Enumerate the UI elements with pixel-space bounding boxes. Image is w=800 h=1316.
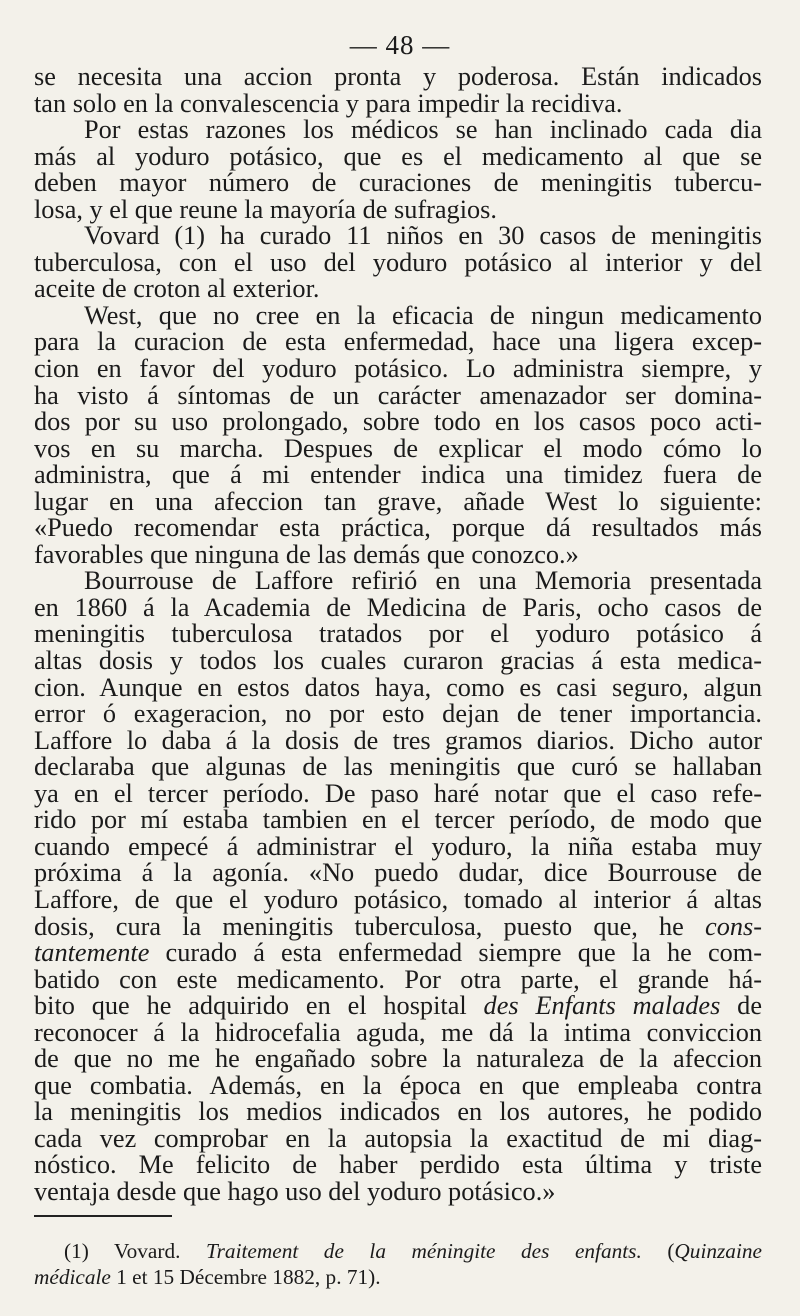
footnote-rule <box>34 1215 172 1217</box>
text-line <box>34 462 762 489</box>
text-line <box>34 194 762 224</box>
line-text: meningitis tuberculosa tratados por el yoduro potásico á <box>34 619 762 649</box>
line-text: se necesita una accion pronta y poderosa. Están indicados <box>34 62 762 91</box>
line-text-tail: de <box>737 991 762 1021</box>
line-text: dos por su uso prolongado, sobre todo en los casos poco acti- <box>34 407 762 437</box>
line-text: batido con este medicamento. Por otra parte, el grande há- <box>34 964 762 994</box>
footnote-paren: ( <box>667 1239 675 1263</box>
page-number: — 48 — <box>349 30 451 60</box>
footnote-line-1 <box>34 1238 762 1264</box>
text-line <box>34 807 762 834</box>
text-line <box>34 1152 762 1179</box>
text-line <box>34 117 762 144</box>
line-text: rido por mí estaba tambien en el tercer período, de modo que <box>34 805 762 835</box>
footnote <box>34 1238 762 1290</box>
text-line <box>34 1017 762 1047</box>
text-line <box>34 725 762 755</box>
text-line <box>34 592 762 622</box>
line-text: favorables que ninguna de las demás que conozco.» <box>34 539 579 569</box>
text-line <box>34 1176 762 1206</box>
line-text: tuberculosa, con el uso del yoduro potásico al interior y del <box>34 247 762 277</box>
text-line <box>34 1099 762 1126</box>
text-line <box>34 88 762 118</box>
text-line <box>34 141 762 171</box>
line-text: Vovard (1) ha curado 11 niños en 30 casos de meningitis <box>84 221 762 251</box>
text-line <box>34 64 762 91</box>
footnote-date: 1 et 15 Décembre 1882, p. 71). <box>116 1265 381 1289</box>
text-line <box>34 648 762 675</box>
text-line <box>34 170 762 197</box>
line-text: reconocer á la hidrocefalia aguda, me dá la intima conviccion <box>34 1017 762 1047</box>
italic-text: tantemente <box>34 938 150 968</box>
text-line <box>34 380 762 410</box>
line-text: de que no me he engañado sobre la naturaleza de la afeccion <box>34 1044 762 1074</box>
text-line <box>34 1046 762 1073</box>
line-text: en 1860 á la Academia de Medicina de Paris, ocho casos de <box>34 592 762 622</box>
text-line <box>34 515 762 542</box>
text-line <box>34 831 762 861</box>
line-text: cada vez comprobar en la autopsia la exactitud de mi diag- <box>34 1123 762 1153</box>
line-text: que combatia. Además, en la época en que empleaba contra <box>34 1070 762 1100</box>
text-line <box>34 356 762 383</box>
text-line <box>34 276 762 303</box>
footnote-marker-author: (1) Vovard. <box>64 1239 181 1263</box>
footnote-title: Traitement de la méningite des enfants. <box>205 1239 642 1263</box>
text-line <box>34 433 762 463</box>
line-text: bito que he adquirido en el hospital <box>34 991 467 1021</box>
line-text: cuando empecé á administrar el yoduro, la niña estaba muy <box>34 831 762 861</box>
line-text: más al yoduro potásico, que es el medicamento al que se <box>34 141 762 171</box>
text-line <box>34 964 762 994</box>
italic-text: des Enfants malades <box>483 991 721 1021</box>
line-text: error ó exageracion, no por esto dejan de tener importancia. <box>34 699 762 729</box>
line-text: nóstico. Me felicito de haber perdido esta última y triste <box>34 1150 762 1180</box>
text-line <box>34 1070 762 1100</box>
line-text: ha visto á síntomas de un carácter amenazador ser domina- <box>34 380 762 410</box>
footnote-journal-part1: Quinzaine <box>674 1239 762 1263</box>
text-line <box>34 568 762 595</box>
line-text: tan solo en la convalescencia y para impedir la recidiva. <box>34 88 623 118</box>
line-text: declaraba que algunas de las meningitis que curó se hallaban <box>34 752 762 782</box>
line-text: para la curacion de esta enfermedad, hace una ligera excep- <box>34 327 762 357</box>
text-line <box>34 701 762 728</box>
text-line <box>34 884 762 914</box>
text-line <box>34 300 762 330</box>
text-line <box>34 223 762 250</box>
line-text: Laffore, de que el yoduro potásico, tomado al interior á altas <box>34 884 762 914</box>
line-text: deben mayor número de curaciones de meningitis tubercu- <box>34 168 762 198</box>
body-text <box>34 64 762 1206</box>
line-text: aceite de croton al exterior. <box>34 274 320 304</box>
line-text: dosis, cura la meningitis tuberculosa, puesto que, he <box>34 911 684 941</box>
line-text: Bourrouse de Laffore refirió en una Memoria presentada <box>84 566 762 596</box>
text-line <box>34 329 762 356</box>
line-text: próxima á la agonía. «No puedo dudar, dice Bourrouse de <box>34 858 762 888</box>
line-text: Laffore lo daba á la dosis de tres gramos diarios. Dicho autor <box>34 725 762 755</box>
text-line <box>34 860 762 887</box>
line-text: administra, que á mi entender indica una timidez fuera de <box>34 460 762 490</box>
text-line <box>34 778 762 808</box>
text-line <box>34 940 762 967</box>
line-text: cion. Aunque en estos datos haya, como es casi seguro, algun <box>34 672 762 702</box>
line-text: West, que no cree en la eficacia de ningun medicamento <box>84 300 762 330</box>
text-line <box>34 247 762 277</box>
text-line <box>34 486 762 516</box>
line-text: Por estas razones los médicos se han inclinado cada dia <box>84 115 762 145</box>
text-line <box>34 409 762 436</box>
line-text: lugar en una afeccion tan grave, añade West lo siguiente: <box>34 486 762 516</box>
footnote-line-2 <box>34 1264 762 1290</box>
text-line <box>34 621 762 648</box>
line-text: vos en su marcha. Despues de explicar el modo cómo lo <box>34 433 762 463</box>
text-line <box>34 539 762 569</box>
line-text: losa, y el que reune la mayoría de sufragios. <box>34 194 497 224</box>
text-line <box>34 1123 762 1153</box>
line-text: «Puedo recomendar esta práctica, porque dá resultados más <box>34 513 762 543</box>
line-text: curado á esta enfermedad siempre que la he com- <box>165 938 762 968</box>
line-text: ya en el tercer período. De paso haré notar que el caso refe- <box>34 778 762 808</box>
footnote-journal-part2: médicale <box>34 1265 111 1289</box>
text-line <box>34 754 762 781</box>
line-text: la meningitis los medios indicados en los autores, he podido <box>34 1097 762 1127</box>
text-line <box>34 911 762 941</box>
italic-text: cons- <box>705 911 762 941</box>
text-line <box>34 993 762 1020</box>
line-text: ventaja desde que hago uso del yoduro potásico.» <box>34 1176 556 1206</box>
line-text: cion en favor del yoduro potásico. Lo administra siempre, y <box>34 354 762 384</box>
line-text: altas dosis y todos los cuales curaron gracias á esta medica- <box>34 646 762 676</box>
text-line <box>34 672 762 702</box>
